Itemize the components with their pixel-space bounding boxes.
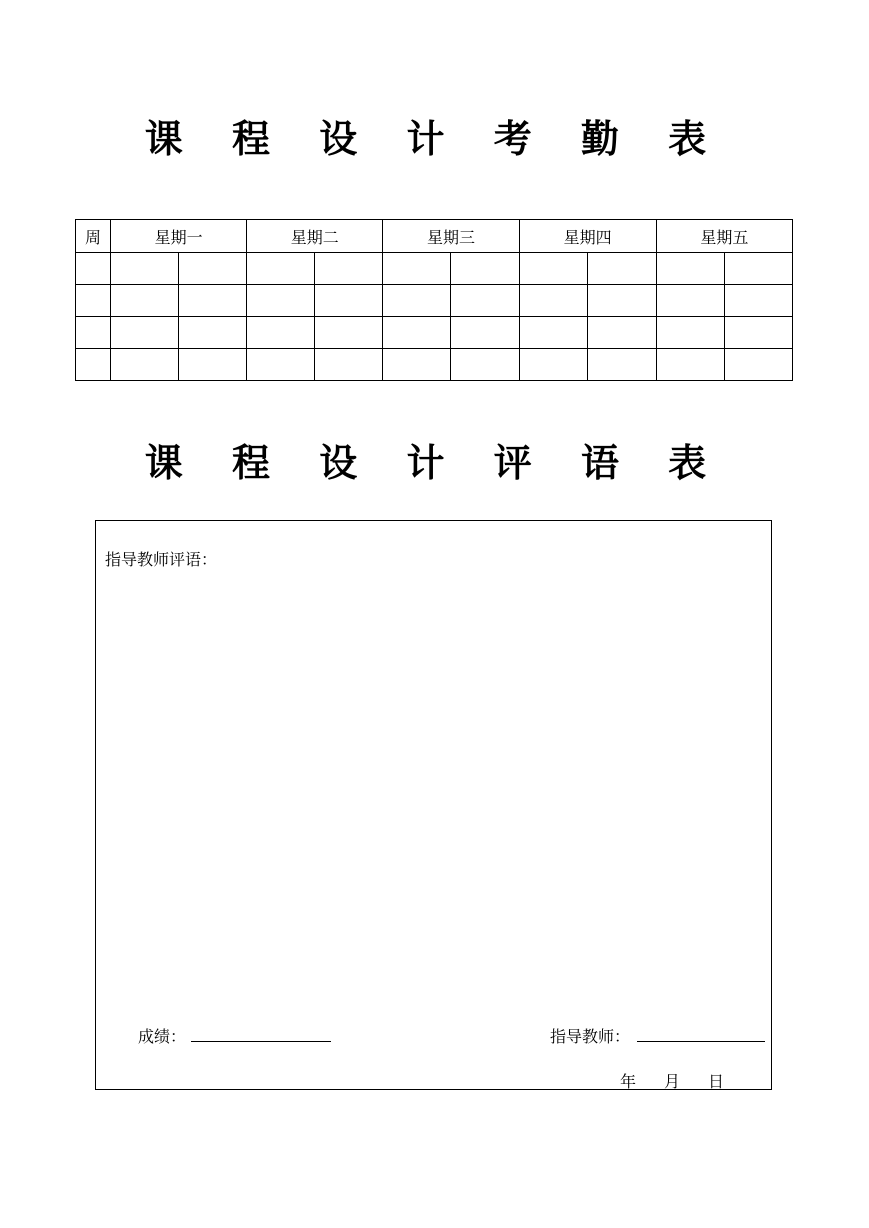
table-cell: [315, 253, 383, 285]
table-cell: [587, 349, 656, 381]
table-cell: [111, 253, 179, 285]
attendance-title: 课 程 设 计 考 勤 表: [144, 117, 725, 161]
comment-label: 指导教师评语：: [105, 550, 218, 569]
table-cell: [111, 317, 179, 349]
grade-label: 成绩：: [138, 1027, 187, 1046]
table-cell: [179, 285, 247, 317]
table-cell: [383, 285, 451, 317]
table-cell: [111, 349, 179, 381]
date-year-label: 年: [620, 1072, 637, 1091]
table-cell: [179, 317, 247, 349]
table-cell: [383, 253, 451, 285]
table-row: [76, 317, 793, 349]
header-monday: 星期一: [111, 220, 247, 253]
table-cell: [247, 317, 315, 349]
table-cell: [519, 317, 587, 349]
table-cell: [519, 349, 587, 381]
comment-title: 课 程 设 计 评 语 表: [144, 441, 725, 485]
table-cell: [179, 349, 247, 381]
table-row: [76, 285, 793, 317]
header-wednesday: 星期三: [383, 220, 519, 253]
table-cell: [451, 253, 519, 285]
attendance-table: [75, 219, 793, 381]
table-cell: [383, 317, 451, 349]
table-cell: [247, 285, 315, 317]
table-cell: [724, 285, 792, 317]
header-week: 周: [76, 220, 111, 253]
table-cell: [315, 285, 383, 317]
comment-box: [95, 520, 772, 1090]
date-month-label: 月: [664, 1072, 681, 1091]
table-cell: [315, 349, 383, 381]
table-cell: [587, 253, 656, 285]
table-cell: [656, 285, 724, 317]
table-cell: [656, 349, 724, 381]
table-cell: [587, 285, 656, 317]
table-cell: [315, 317, 383, 349]
table-cell: [76, 285, 111, 317]
table-cell: [179, 253, 247, 285]
table-cell: [724, 349, 792, 381]
teacher-label: 指导教师：: [550, 1027, 631, 1046]
table-cell: [519, 253, 587, 285]
table-cell: [383, 349, 451, 381]
teacher-signature-line[interactable]: [637, 1041, 765, 1042]
table-cell: [247, 253, 315, 285]
table-cell: [724, 253, 792, 285]
header-tuesday: 星期二: [247, 220, 383, 253]
date-day-label: 日: [708, 1072, 725, 1091]
table-cell: [76, 349, 111, 381]
table-cell: [451, 349, 519, 381]
table-cell: [724, 317, 792, 349]
table-cell: [76, 317, 111, 349]
header-friday: 星期五: [656, 220, 792, 253]
table-row: [76, 349, 793, 381]
grade-input-line[interactable]: [191, 1041, 331, 1042]
table-cell: [76, 253, 111, 285]
attendance-header-row: [76, 220, 793, 253]
table-cell: [656, 253, 724, 285]
table-cell: [587, 317, 656, 349]
table-cell: [247, 349, 315, 381]
table-cell: [451, 317, 519, 349]
table-cell: [451, 285, 519, 317]
table-cell: [111, 285, 179, 317]
table-row: [76, 253, 793, 285]
table-cell: [656, 317, 724, 349]
table-cell: [519, 285, 587, 317]
header-thursday: 星期四: [519, 220, 656, 253]
